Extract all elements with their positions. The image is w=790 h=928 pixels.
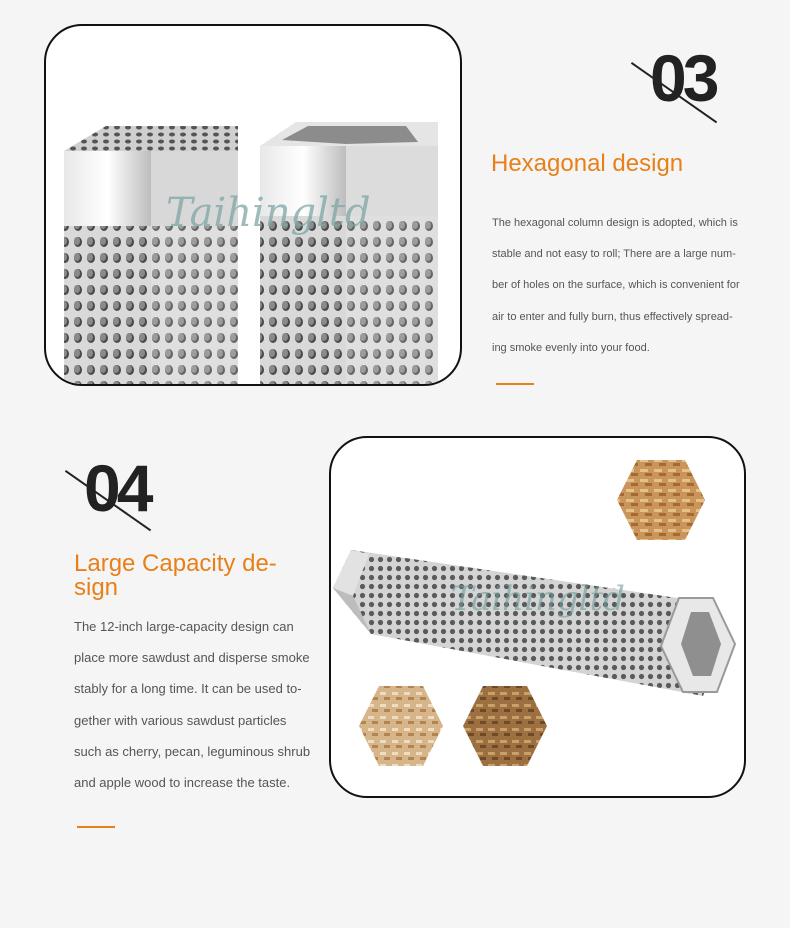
heading-line: sign (74, 574, 119, 601)
section-description-capacity (74, 611, 324, 798)
description-line: air to enter and fully burn, thus effectively spread- (492, 310, 733, 323)
description-line: ing smoke evenly into your food. (492, 341, 650, 354)
watermark-text: Taihingltd (166, 190, 371, 236)
description-line: stable and not easy to roll; There are a large num- (492, 248, 736, 261)
description-line: stably for a long time. It can be used to- (74, 681, 302, 697)
description-line: ber of holes on the surface, which is convenient for (492, 279, 740, 292)
wood-chips-hexagon (617, 460, 705, 540)
watermark-text: Taihingltd (451, 579, 625, 619)
section-number-03: 03 (650, 41, 716, 115)
hexagonal-tubes-photo (44, 24, 462, 386)
heading-line: Large Capacity de- (74, 550, 277, 577)
description-line: place more sawdust and disperse smoke (74, 650, 310, 666)
section-heading-hexagonal: Hexagonal design (491, 150, 684, 177)
section-heading-capacity (74, 552, 277, 600)
wood-chips-hexagon (359, 686, 443, 766)
description-line: such as cherry, pecan, leguminous shrub (74, 743, 311, 759)
description-line: The 12-inch large-capacity design can (74, 619, 294, 634)
smoker-tube-photo (329, 436, 746, 798)
section-number-04: 04 (84, 451, 150, 525)
accent-bar (77, 826, 115, 828)
wood-chips-hexagon (463, 686, 547, 766)
description-line: gether with various sawdust particles (74, 712, 287, 728)
description-line: The hexagonal column design is adopted, which is (492, 217, 738, 229)
accent-bar (496, 383, 534, 385)
description-line: and apple wood to increase the taste. (74, 775, 291, 791)
section-description-hexagonal (492, 208, 757, 364)
